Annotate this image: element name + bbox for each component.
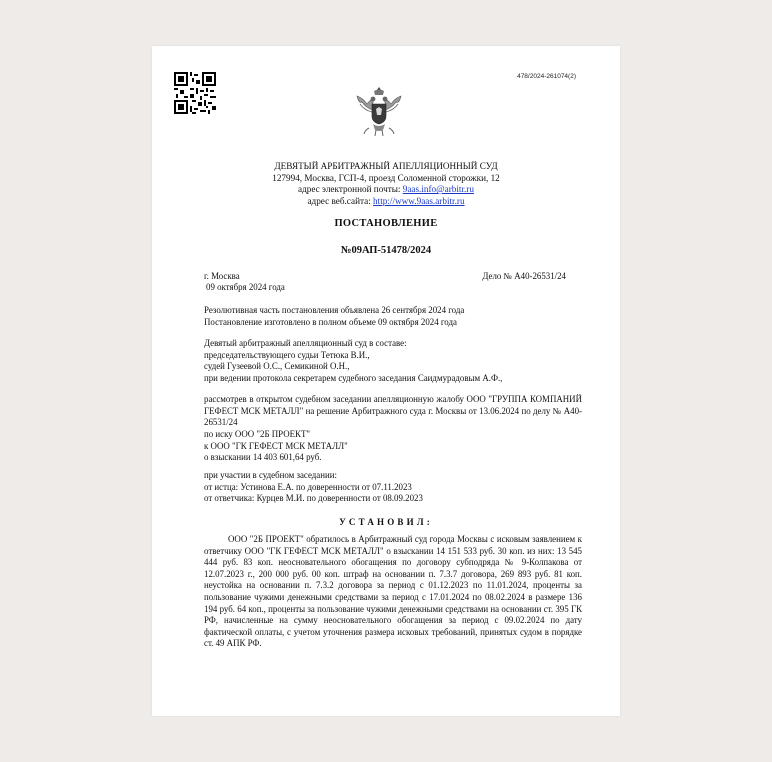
document-page: [152, 46, 620, 716]
participants-block: [204, 470, 582, 505]
participants-line: от ответчика: Курцев М.И. по доверенности от 08.09.2023: [204, 493, 423, 504]
case-number: Дело № А40-26531/24: [482, 271, 566, 281]
section-heading-ustanovil: УСТАНОВИЛ:: [339, 517, 433, 527]
court-website-line: [152, 196, 620, 208]
email-link[interactable]: 9aas.info@arbitr.ru: [402, 184, 474, 195]
email-label: адрес электронной почты:: [298, 184, 401, 195]
court-name: ДЕВЯТЫЙ АРБИТРАЖНЫЙ АПЕЛЛЯЦИОННЫЙ СУД: [274, 161, 498, 171]
composition-line: председательствующего судьи Тетюка В.И.,: [204, 349, 370, 360]
website-link[interactable]: http://www.9aas.arbitr.ru: [373, 195, 465, 206]
city: г. Москва: [204, 271, 240, 281]
consideration-paragraph: рассмотрев в открытом судебном заседании апелляционную жалобу ООО "ГРУППА КОМПАНИЙ ГЕФЕСТ МСК МЕТАЛЛ" на решение Арбитражного суда г. Москвы от 13.06.2024 по делу № А40-26531/24: [204, 394, 582, 428]
court-address: 127994, Москва, ГСП-4, проезд Соломенной сторожки, 12: [272, 172, 500, 183]
composition-line: судей Гузеевой О.С., Семикиной О.Н.,: [204, 361, 350, 372]
claim-line: к ООО "ГК ГЕФЕСТ МСК МЕТАЛЛ": [204, 440, 348, 451]
court-email-line: [152, 184, 620, 196]
claim-line: о взыскании 14 403 601,64 руб.: [204, 452, 322, 463]
participants-line: от истца: Устинова Е.А. по доверенности от 07.11.2023: [204, 481, 412, 492]
composition-line: при ведении протокола секретарем судебного заседания Саидмурадовым А.Ф.,: [204, 372, 503, 383]
claim-line: по иску ООО "2Б ПРОЕКТ": [204, 429, 311, 439]
coat-of-arms-emblem-icon: [354, 84, 404, 138]
website-label: адрес веб.сайта:: [307, 195, 371, 206]
court-composition-block: [204, 338, 582, 384]
court-header: [152, 161, 620, 207]
announcement-line: Постановление изготовлено в полном объеме 09 октября 2024 года: [204, 316, 457, 327]
claim-block: [204, 429, 582, 464]
document-number: №09АП-51478/2024: [340, 245, 432, 256]
document-title: ПОСТАНОВЛЕНИЕ: [334, 218, 438, 229]
qr-code: [174, 72, 216, 114]
document-date: 09 октября 2024 года: [206, 282, 285, 292]
participants-line: при участии в судебном заседании:: [204, 470, 337, 480]
composition-line: Девятый арбитражный апелляционный суд в составе:: [204, 338, 407, 348]
main-body-paragraph: ООО "2Б ПРОЕКТ" обратилось в Арбитражный суд города Москвы с исковым заявлением к ответчику ООО "ГК ГЕФЕСТ МСК МЕТАЛЛ" о взыскании 14 151 533 руб. 30 коп. из них: 13 545 444 руб. 83 коп. неосновательного обогащения по договору субподряда № 9-Колпакова от 12.07.2023 г., 200 000 руб. 00 коп. штраф на основании п. 7.3.7 договора, 269 893 руб. 81 коп. неустойка на основании п. 7.3.2 договора за период с 01.12.2023 по 11.01.2024, проценты за пользование чужими денежными средствами за период с 17.01.2024 по 08.02.2024 в размере 136 194 руб. 64 коп., проценты за пользование чужими денежными средствами на основании ст. 395 ГК РФ, начисленные на сумму неосновательного обогащения за период с 09.02.2024 по дату фактической оплаты, с учетом уточнения размера исковых требований, принятых судом в порядке ст. 49 АПК РФ.: [204, 534, 582, 649]
document-reference-code: 478/2024-261074(2): [517, 73, 576, 80]
announcement-line: Резолютивная часть постановления объявлена 26 сентября 2024 года: [204, 305, 465, 315]
announcement-block: [204, 305, 582, 328]
